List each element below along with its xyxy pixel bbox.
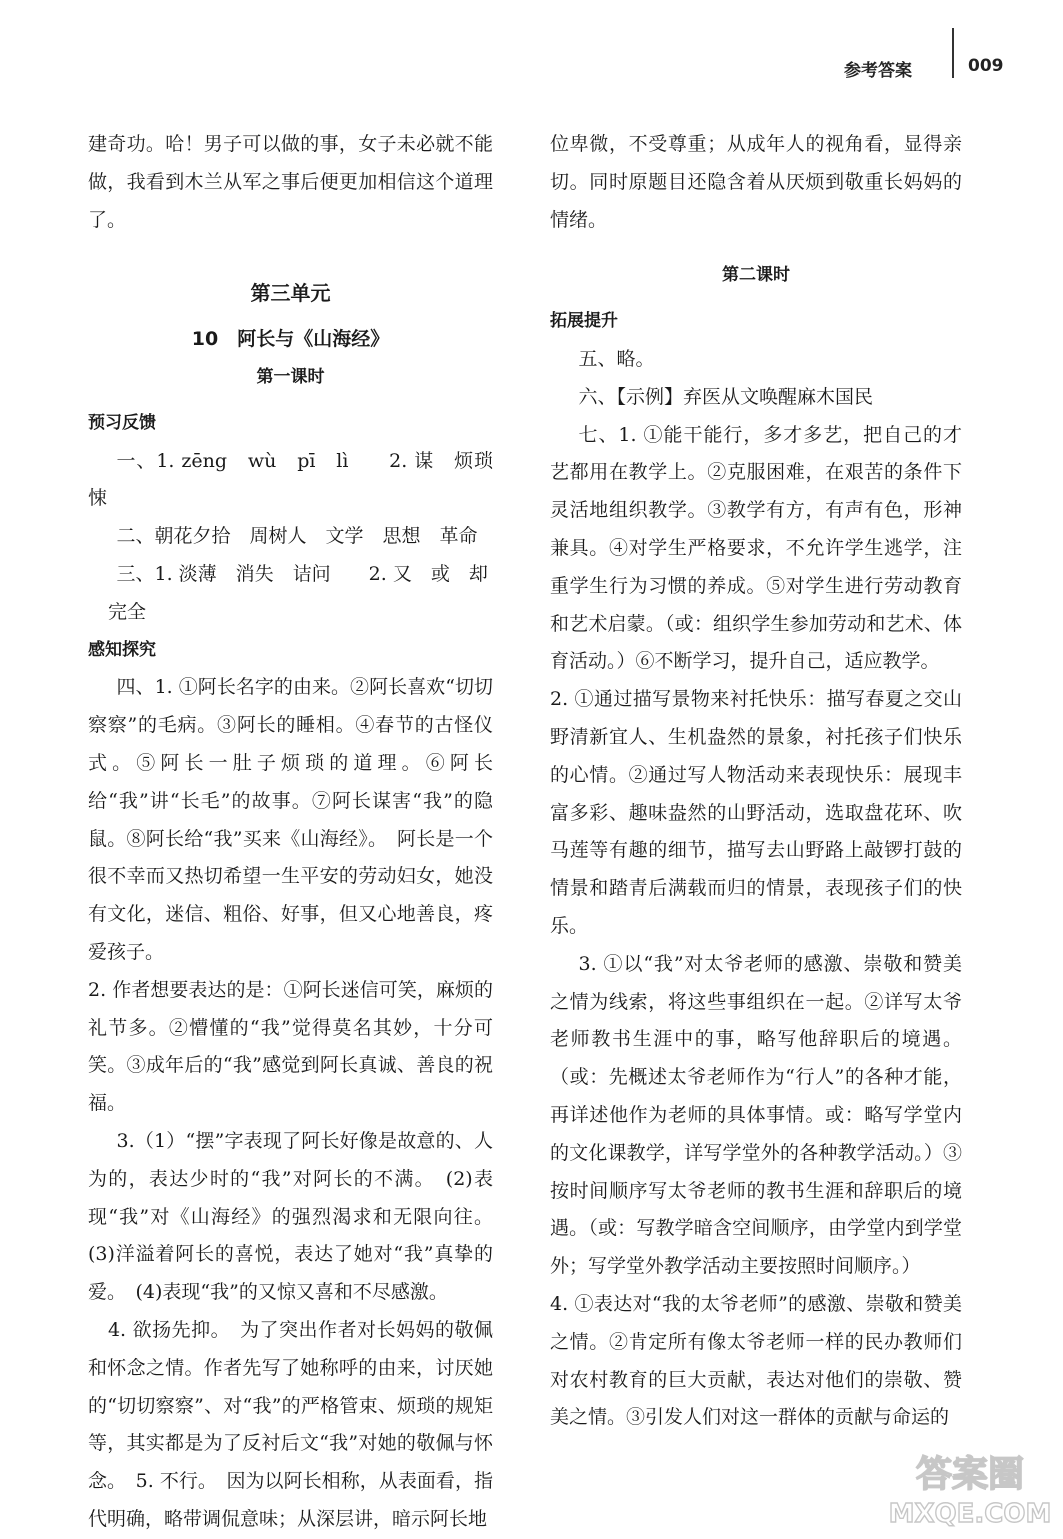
answer-6: 六、【示例】弃医从文唤醒麻木国民 — [578, 385, 874, 408]
watermark-line2: MXQE.COM — [888, 1499, 1052, 1529]
answer-4-3: 3.（1）“摆”字表现了阿长好像是故意的、人为的，表达少时的“我”对阿长的不满。 (2)表现“我”对《山海经》的强烈渴求和无限向往。(3)洋溢着阿长的喜悦，表达了她对“我”真挚的爱。 (4)表现“我”的又惊又喜和不尽感激。 — [88, 1129, 493, 1304]
right-intro-paragraph: 位卑微，不受尊重；从成年人的视角看，显得亲切。同时原题目还隐含着从厌烦到敬重长妈妈的情绪。 — [550, 133, 962, 231]
answer-7-2: 2. ①通过描写景物来衬托快乐：描写春夏之交山野清新宜人、生机盎然的景象，衬托孩子们快乐的心情。②通过写人物活动来表现快乐：展现丰富多彩、趣味盎然的山野活动，选取盘花环、吹马莲等有趣的细节，描写去山野路上敲锣打鼓的情景和踏青后满载而归的情景，表现孩子们的快乐。 — [550, 688, 962, 937]
header-divider — [952, 28, 954, 78]
lesson-subtitle-second: 第二课时 — [722, 265, 790, 286]
page-header-title: 参考答案 — [844, 61, 912, 81]
answer-4-4: 4. 欲扬先抑。 为了突出作者对长妈妈的敬佩和怀念之情。作者先写了她称呼的由来，讨厌她的“切切察察”、对“我”的严格管束、烦琐的规矩等，其实都是为了反衬后文“我”对她的敬佩与怀念。 5. 不行。 因为以阿长相称，从表面看，指代明确，略带调侃意味；从深层讲，暗示阿长地 — [88, 1318, 493, 1530]
answer-7-3: 3. ①以“我”对太爷老师的感激、崇敬和赞美之情为线索，将这些事组织在一起。②详写太爷老师教书生涯中的事，略写他辞职后的境遇。（或：先概述太爷老师作为“行人”的各种才能，再详述他作为老师的具体事情。或：略写学堂内的文化课教学，详写学堂外的各种教学活动。）③按时间顺序写太爷老师的教书生涯和辞职后的境遇。（或：写教学暗含空间顺序，由学堂内到学堂外；写学堂外教学活动主要按照时间顺序。） — [550, 952, 962, 1278]
answer-4-1: 四、1. ①阿长名字的由来。②阿长喜欢“切切察察”的毛病。③阿长的睡相。④春节的古怪仪式。⑤阿长一肚子烦琐的道理。⑥阿长给“我”讲“长毛”的故事。⑦阿长谋害“我”的隐鼠。⑧阿长给“我”买来《山海经》。 阿长是一个很不幸而又热切希望一生平安的劳动妇女，她没有文化，迷信、粗俗、好事，但又心地善良，疼爱孩子。 — [88, 676, 493, 963]
unit-title: 第三单元 — [250, 281, 331, 306]
answer-1: 一、1. zēng wù pī lì 2. 谋 烦琐 悚 — [88, 449, 513, 510]
answer-7-4: 4. ①表达对“我的太爷老师”的感激、崇敬和赞美之情。②肯定所有像太爷老师一样的民办教师们对农村教育的巨大贡献，表达对他们的崇敬、赞美之情。③引发人们对这一群体的贡献与命运的 — [550, 1292, 962, 1429]
answer-3-continued: 完全 — [107, 600, 146, 623]
page-number: 009 — [968, 56, 1004, 76]
right-column — [550, 126, 962, 1437]
lesson-subtitle-first: 第一课时 — [256, 366, 325, 387]
watermark-logo — [885, 1442, 1055, 1530]
answer-4-2: 2. 作者想要表达的是：①阿长迷信可笑，麻烦的礼节多。②懵懂的“我”觉得莫名其妙，十分可笑。③成年后的“我”感觉到阿长真诚、善良的祝福。 — [88, 978, 493, 1115]
answer-5: 五、略。 — [578, 347, 655, 370]
section-heading-extend: 拓展提升 — [550, 311, 618, 332]
left-column — [88, 126, 513, 1539]
section-heading-preview: 预习反馈 — [88, 412, 156, 433]
section-heading-explore: 感知探究 — [88, 639, 156, 660]
answer-7-1: 七、1. ①能干能行，多才多艺，把自己的才艺都用在教学上。②克服困难，在艰苦的条件下灵活地组织教学。③教学有方，有声有色，形神兼具。④对学生严格要求，不允许学生逃学，注重学生行为习惯的养成。⑤对学生进行劳动教育和艺术启蒙。（或：组织学生参加劳动和艺术、体育活动。）⑥不断学习，提升自己，适应教学。 — [550, 423, 962, 673]
lesson-title: 10 阿长与《山海经》 — [191, 328, 390, 351]
answer-2: 二、朝花夕拾 周树人 文学 思想 革命 — [116, 525, 478, 548]
watermark-line1: 答案圈 — [915, 1454, 1025, 1495]
left-intro-paragraph: 建奇功。哈！男子可以做的事，女子未必就不能做，我看到木兰从军之事后便更加相信这个道理了。 — [88, 133, 493, 231]
answer-3: 三、1. 淡薄 消失 诘问 2. 又 或 却 — [116, 562, 488, 585]
